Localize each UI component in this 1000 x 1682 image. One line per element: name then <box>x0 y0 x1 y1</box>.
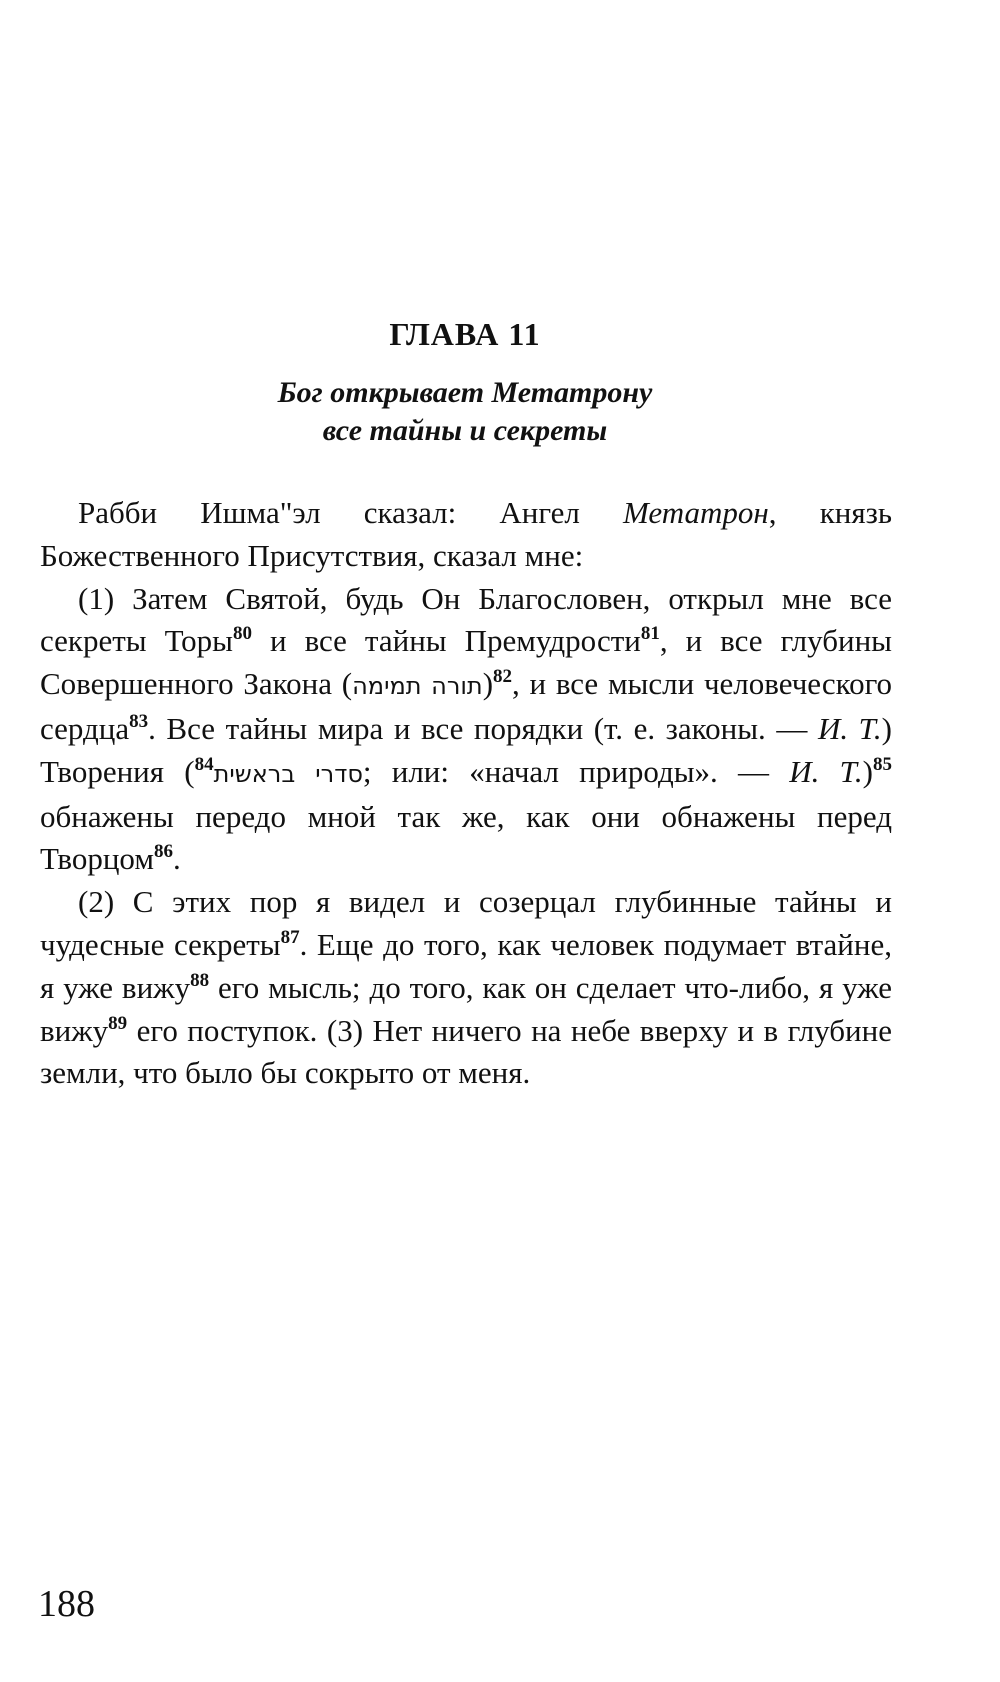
italic-initials: И. Т. <box>789 753 863 789</box>
text-run: , и все мысли человеческого сердца <box>40 666 893 746</box>
text-run: ) <box>482 666 494 702</box>
footnote-ref-87[interactable]: 87 <box>280 926 300 948</box>
paragraph-verse-2 <box>40 881 892 1095</box>
chapter-title: ГЛАВА 11 <box>389 316 541 352</box>
text-run: ) <box>862 753 873 789</box>
text-run: . <box>172 841 181 877</box>
footnote-ref-80[interactable]: 80 <box>233 623 253 645</box>
footnote-ref-82[interactable]: 82 <box>493 666 513 688</box>
text-run: обнажены передо мной так же, как они обнажены перед Творцом <box>40 798 892 877</box>
text-run: его поступок. (3) Нет ничего на небе вверху и в глубине земли, что было бы сокрыто от меня. <box>40 1012 892 1091</box>
footnote-ref-89[interactable]: 89 <box>108 1012 128 1034</box>
paragraph-intro <box>40 492 892 578</box>
footnote-ref-83[interactable]: 83 <box>129 710 149 732</box>
text-run: Рабби Ишма"эл сказал: Ангел <box>78 495 624 530</box>
text-run: и все тайны Премудрости <box>252 623 641 659</box>
text-run: ) Творения ( <box>40 710 892 789</box>
italic-initials: И. Т. <box>817 710 882 746</box>
text-run: (2) С этих пор я видел и созерцал глубинные тайны и чудесные секреты <box>40 884 892 962</box>
footnote-ref-84[interactable]: 84 <box>194 753 214 775</box>
paragraph-verse-1 <box>40 578 892 882</box>
footnote-ref-81[interactable]: 81 <box>640 623 660 645</box>
body-text <box>40 492 892 1095</box>
footnote-ref-85[interactable]: 85 <box>873 753 892 775</box>
italic-name: Метатрон <box>623 495 769 530</box>
chapter-subtitle-line-2: все тайны и секреты <box>322 414 608 447</box>
text-run: (1) Затем Святой, будь Он Благословен, открыл мне все секреты Торы <box>40 580 892 659</box>
page-number: 188 <box>38 1583 95 1625</box>
hebrew-term: תורה תמימה <box>352 672 483 701</box>
text-run: . Все тайны мира и все порядки (т. е. законы. — <box>148 710 818 746</box>
text-run: , и все глубины Совершенного Закона ( <box>40 623 892 702</box>
text-run: ; или: «начал природы». — <box>362 753 790 789</box>
chapter-subtitle <box>0 374 930 450</box>
hebrew-term: סדרי בראשית <box>213 759 363 788</box>
footnote-ref-86[interactable]: 86 <box>153 841 173 863</box>
text-run: его мысль; до того, как он сделает что-либо, я уже вижу <box>40 969 892 1048</box>
text-run: , князь Божественного Присутствия, сказал мне: <box>40 495 892 573</box>
footnote-ref-88[interactable]: 88 <box>190 969 210 991</box>
chapter-subtitle-line-1: Бог открывает Метатрону <box>277 376 653 409</box>
text-run: . Еще до того, как человек подумает втайне, я уже вижу <box>40 926 892 1005</box>
